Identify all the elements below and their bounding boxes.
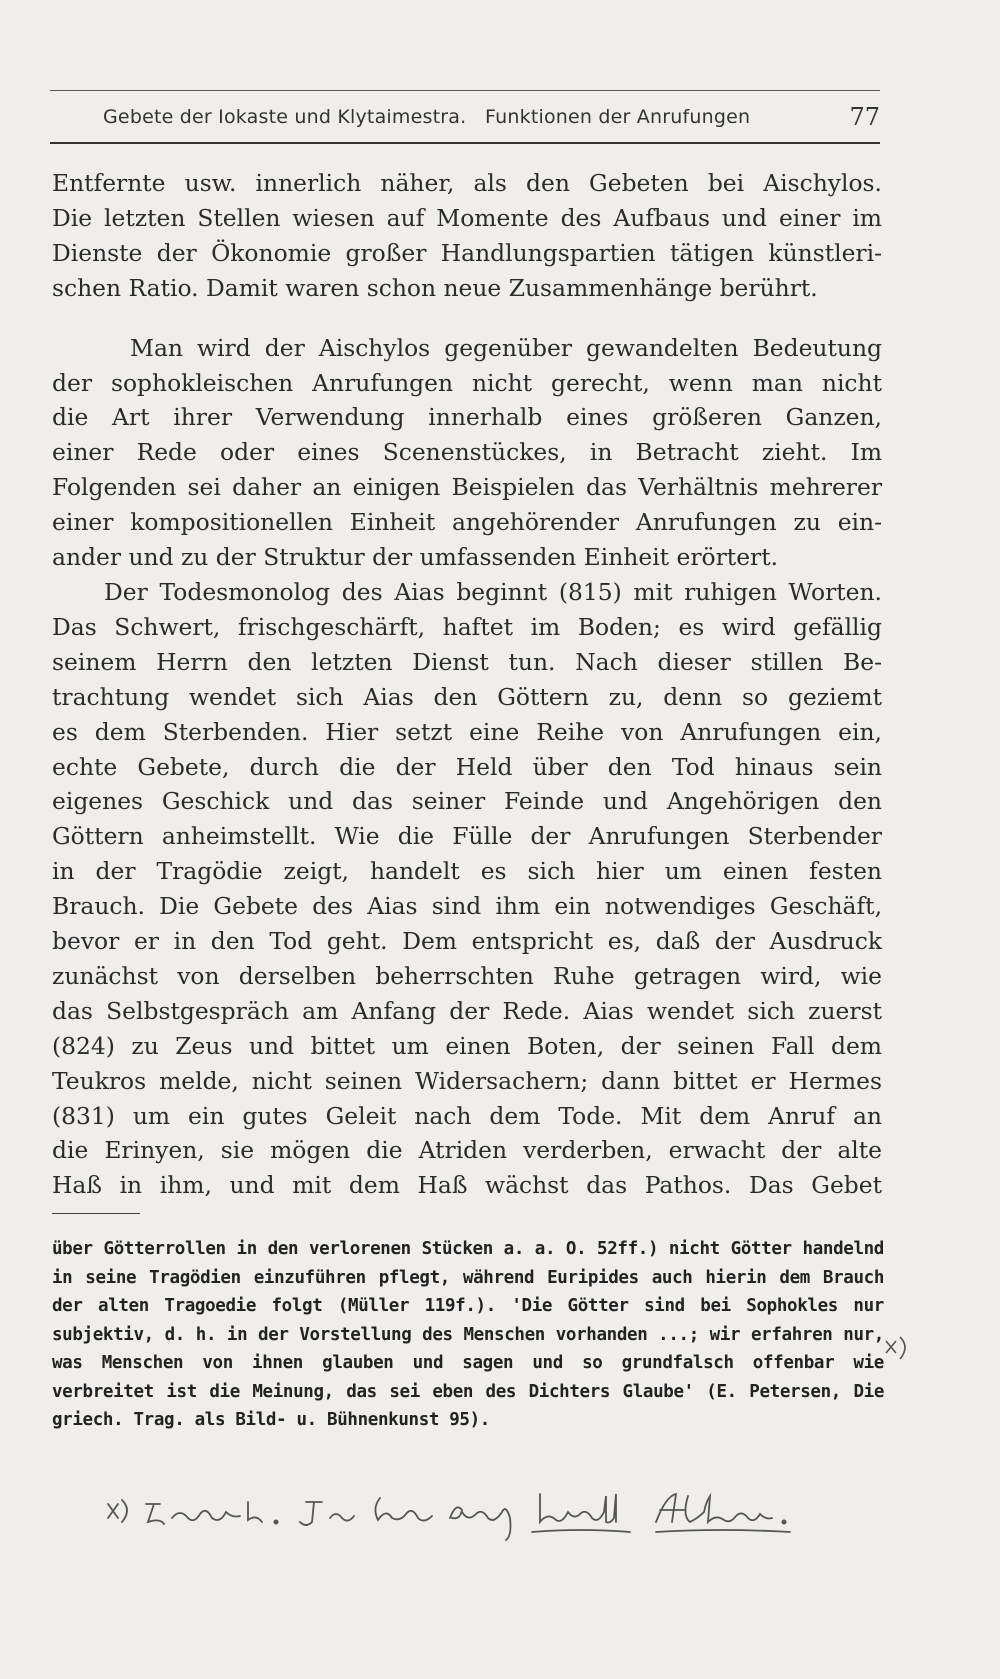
main-text bbox=[52, 166, 882, 1203]
text-line: (831) um ein gutes Geleit nach dem Tode. Mit dem Anruf an bbox=[52, 1101, 882, 1130]
footnote-line: was Menschen von ihnen glauben und sagen und so grundfalsch offenbar wie bbox=[52, 1353, 884, 1373]
footnote-line: verbreitet ist die Meinung, das sei eben des Dichters Glaube' (E. Petersen, Die bbox=[52, 1381, 884, 1402]
text-line: Haß in ihm, und mit dem Haß wächst das Pathos. Das Gebet bbox=[52, 1171, 882, 1200]
text-line: echte Gebete, durch die der Held über den Tod hinaus sein bbox=[52, 752, 882, 781]
page-number: 77 bbox=[849, 103, 880, 131]
text-line: ander und zu der Struktur der umfassenden Einheit erörtert. bbox=[52, 543, 779, 572]
text-line: die Erinyen, sie mögen die Atriden verderben, erwacht der alte bbox=[52, 1136, 882, 1165]
text-line: seinem Herrn den letzten Dienst tun. Nach dieser stillen Be- bbox=[52, 647, 882, 676]
text-line: Die letzten Stellen wiesen auf Momente des Aufbaus und einer im bbox=[52, 203, 882, 232]
text-line: eigenes Geschick und das seiner Feinde und Angehörigen den bbox=[52, 787, 882, 816]
running-header-title: Gebete der Iokaste und Klytaimestra. Funktionen der Anrufungen bbox=[103, 106, 751, 128]
footnote-line: subjektiv, d. h. in der Vorstellung des Menschen vorhanden ...; wir erfahren nur, bbox=[52, 1324, 884, 1345]
footnote-line: über Götterrollen in den verlorenen Stücken a. a. O. 52ff.) nicht Götter handelnd bbox=[52, 1239, 884, 1259]
text-line: Göttern anheimstellt. Wie die Fülle der Anrufungen Sterbender bbox=[52, 822, 882, 851]
footnote-line: griech. Trag. als Bild- u. Bühnenkunst 95). bbox=[52, 1410, 490, 1430]
footnote-line: in seine Tragödien einzuführen pflegt, während Euripides auch hierin dem Brauch bbox=[52, 1267, 884, 1288]
text-line: Das Schwert, frischgeschärft, haftet im Boden; es wird gefällig bbox=[52, 612, 882, 641]
header-top-rule bbox=[50, 90, 880, 91]
text-line: es dem Sterbenden. Hier setzt eine Reihe von Anrufungen ein, bbox=[52, 717, 882, 746]
header-bottom-rule bbox=[50, 142, 880, 144]
text-line: Folgenden sei daher an einigen Beispielen das Verhältnis mehrerer bbox=[52, 473, 882, 502]
text-line: Brauch. Die Gebete des Aias sind ihm ein notwendiges Geschäft, bbox=[52, 892, 882, 921]
footnote bbox=[52, 1235, 884, 1435]
text-line: bevor er in den Tod geht. Dem entspricht es, daß der Ausdruck bbox=[52, 927, 882, 956]
text-line: die Art ihrer Verwendung innerhalb eines größeren Ganzen, bbox=[52, 403, 882, 432]
text-line: Entfernte usw. innerlich näher, als den Gebeten bei Aischylos. bbox=[52, 169, 882, 197]
running-header bbox=[103, 100, 880, 134]
text-line: einer Rede oder eines Scenenstückes, in Betracht zieht. Im bbox=[52, 438, 882, 467]
text-line: einer kompositionellen Einheit angehörender Anrufungen zu ein- bbox=[52, 508, 882, 537]
text-line: das Selbstgespräch am Anfang der Rede. Aias wendet sich zuerst bbox=[52, 996, 882, 1025]
footnote-line: der alten Tragoedie folgt (Müller 119f.). 'Die Götter sind bei Sophokles nur bbox=[52, 1296, 884, 1316]
handwritten-pencil-note bbox=[100, 1488, 900, 1558]
text-line: Der Todesmonolog des Aias beginnt (815) mit ruhigen Worten. bbox=[104, 577, 882, 606]
text-line: in der Tragödie zeigt, handelt es sich hier um einen festen bbox=[52, 857, 882, 886]
footnote-divider bbox=[52, 1213, 140, 1214]
text-line: zunächst von derselben beherrschten Ruhe getragen wird, wie bbox=[52, 961, 882, 990]
text-line: Dienste der Ökonomie großer Handlungspartien tätigen künstleri- bbox=[52, 238, 882, 267]
text-line: Man wird der Aischylos gegenüber gewandelten Bedeutung bbox=[130, 333, 882, 362]
text-line: der sophokleischen Anrufungen nicht gerecht, wenn man nicht bbox=[52, 368, 882, 397]
text-line: (824) zu Zeus und bittet um einen Boten, der seinen Fall dem bbox=[52, 1031, 882, 1060]
pencil-margin-mark bbox=[882, 1333, 922, 1363]
text-line: Teukros melde, nicht seinen Widersachern; dann bittet er Hermes bbox=[52, 1066, 882, 1095]
text-line: trachtung wendet sich Aias den Göttern zu, denn so geziemt bbox=[52, 682, 882, 711]
text-line: schen Ratio. Damit waren schon neue Zusammenhänge berührt. bbox=[52, 273, 818, 302]
